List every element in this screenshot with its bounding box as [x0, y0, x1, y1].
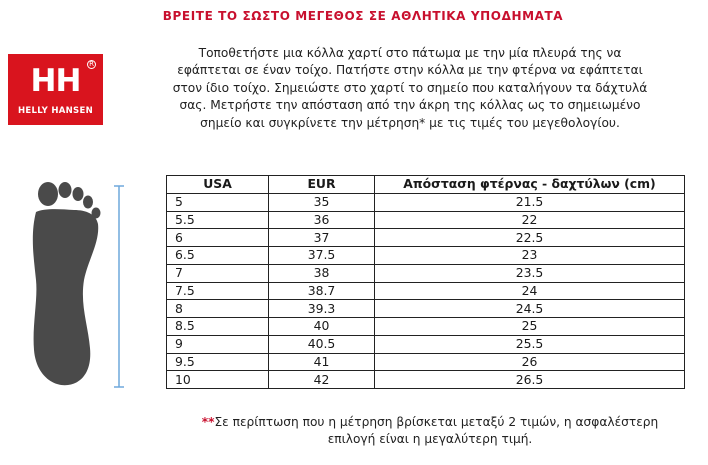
cell-distance: 22.5	[375, 229, 685, 247]
instructions-line: σημείο και συγκρίνετε την μέτρηση* με τις τιμές του μεγεθολογίου.	[200, 115, 620, 130]
cell-eur: 37.5	[269, 247, 375, 265]
cell-usa: 5.5	[167, 211, 269, 229]
cell-usa: 6	[167, 229, 269, 247]
cell-distance: 26.5	[375, 371, 685, 389]
instructions-line: Τοποθετήστε μια κόλλα χαρτί στο πάτωμα με την μία πλευρά της να	[198, 46, 622, 60]
table-row	[167, 229, 685, 247]
logo-brand-name: HELLY HANSEN	[18, 106, 93, 116]
cell-distance: 22	[375, 211, 685, 229]
size-chart-table	[166, 175, 685, 389]
cell-usa: 8.5	[167, 318, 269, 336]
cell-eur: 36	[269, 211, 375, 229]
cell-eur: 40	[269, 318, 375, 336]
cell-usa: 7.5	[167, 282, 269, 300]
table-row	[167, 318, 685, 336]
column-header-distance: Απόσταση φτέρνας - δαχτύλων (cm)	[375, 176, 685, 194]
table-row	[167, 193, 685, 211]
cell-distance: 24.5	[375, 300, 685, 318]
instructions-line: εφάπτεται σε έναν τοίχο. Πατήστε στην κόλλα με την φτέρνα να εφάπτεται	[177, 63, 643, 78]
footnote-line: επιλογή είναι η μεγαλύτερη τιμή.	[327, 432, 533, 446]
table-row	[167, 282, 685, 300]
cell-usa: 6.5	[167, 247, 269, 265]
cell-distance: 23.5	[375, 264, 685, 282]
cell-usa: 8	[167, 300, 269, 318]
table-row	[167, 264, 685, 282]
cell-distance: 23	[375, 247, 685, 265]
table-row	[167, 211, 685, 229]
instructions-text	[140, 45, 680, 132]
table-row	[167, 371, 685, 389]
table-row	[167, 247, 685, 265]
cell-eur: 41	[269, 353, 375, 371]
footnote-line	[150, 414, 708, 431]
cell-distance: 25.5	[375, 335, 685, 353]
cell-eur: 38.7	[269, 282, 375, 300]
instructions-line: στον ίδιο τοίχο. Σημειώστε στο χαρτί το σημείο που καταλήγουν τα δάχτυλά	[172, 80, 648, 95]
cell-usa: 7	[167, 264, 269, 282]
cell-distance: 24	[375, 282, 685, 300]
table-row	[167, 300, 685, 318]
cell-eur: 35	[269, 193, 375, 211]
cell-distance: 21.5	[375, 193, 685, 211]
cell-eur: 42	[269, 371, 375, 389]
footnote-stars: **	[201, 415, 215, 429]
page-title: ΒΡΕΙΤΕ ΤΟ ΣΩΣΤΟ ΜΕΓΕΘΟΣ ΣΕ ΑΘΛΗΤΙΚΑ ΥΠΟΔΗΜΑΤΑ	[162, 9, 564, 23]
table-row	[167, 335, 685, 353]
footnote	[150, 414, 708, 448]
registered-mark: R	[87, 60, 96, 69]
cell-eur: 38	[269, 264, 375, 282]
cell-usa: 9.5	[167, 353, 269, 371]
length-measure-icon	[113, 184, 125, 389]
cell-usa: 10	[167, 371, 269, 389]
cell-eur: 40.5	[269, 335, 375, 353]
column-header-usa: USA	[167, 176, 269, 194]
logo-mark: HH	[30, 63, 81, 99]
table-header-row	[167, 176, 685, 194]
cell-distance: 26	[375, 353, 685, 371]
table-row	[167, 353, 685, 371]
cell-eur: 37	[269, 229, 375, 247]
cell-distance: 25	[375, 318, 685, 336]
cell-usa: 9	[167, 335, 269, 353]
helly-hansen-logo	[8, 54, 103, 125]
cell-eur: 39.3	[269, 300, 375, 318]
footnote-text: Σε περίπτωση που η μέτρηση βρίσκεται μεταξύ 2 τιμών, η ασφαλέστερη	[214, 415, 659, 429]
cell-usa: 5	[167, 193, 269, 211]
foot-outline-icon	[8, 180, 108, 390]
column-header-eur: EUR	[269, 176, 375, 194]
instructions-line: σας. Μετρήστε την απόσταση από την άκρη της κόλλας ως το σημειωμένο	[179, 98, 641, 113]
